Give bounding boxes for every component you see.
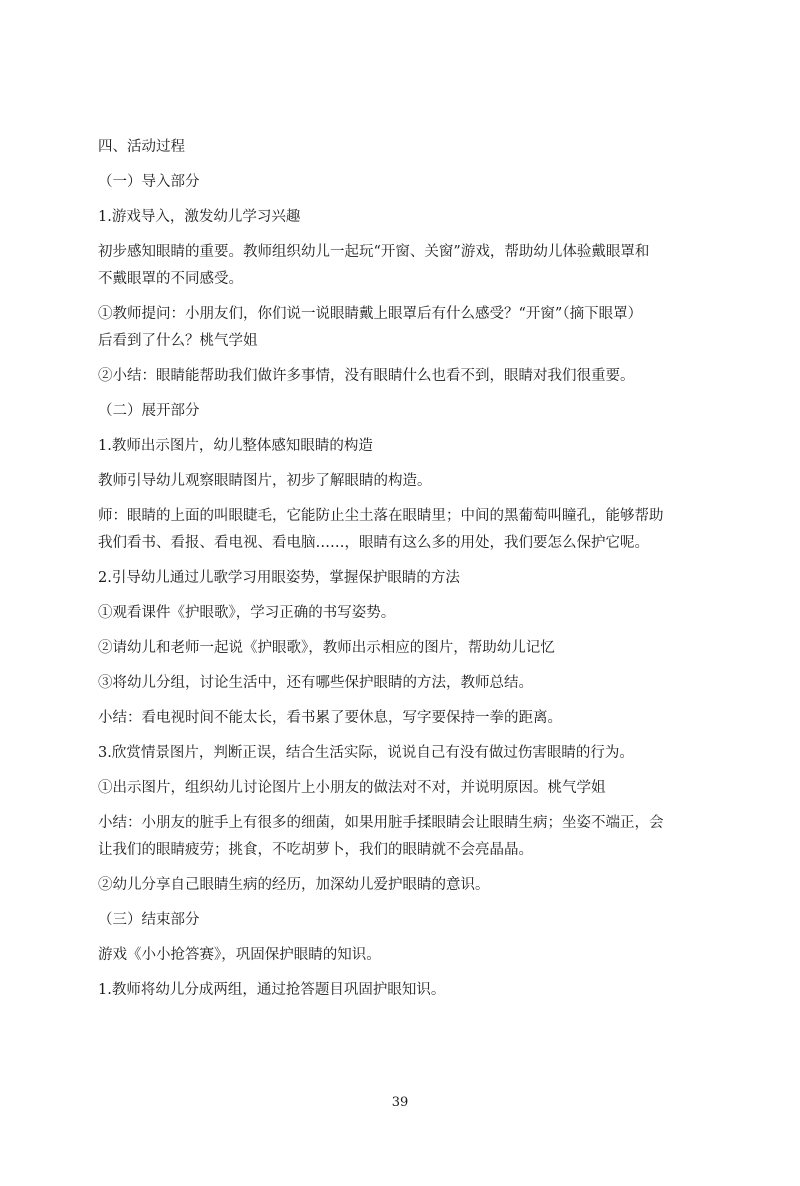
- paragraph-line: 小结：看电视时间不能太长，看书累了要休息，写字要保持一拳的距离。: [98, 710, 562, 726]
- paragraph-line: 小结：小朋友的脏手上有很多的细菌，如果用脏手揉眼睛会让眼睛生病；坐姿不端正，会: [98, 815, 664, 831]
- paragraph-line: 教师引导幼儿观察眼睛图片，初步了解眼睛的构造。: [98, 473, 432, 489]
- step-heading: 2.引导幼儿通过儿歌学习用眼姿势，掌握保护眼睛的方法: [98, 570, 460, 586]
- paragraph-line: ②请幼儿和老师一起说《护眼歌》，教师出示相应的图片，帮助幼儿记忆: [98, 640, 555, 656]
- paragraph-line: 我们看书、看报、看电视、看电脑……，眼睛有这么多的用处，我们要怎么保护它呢。: [98, 535, 649, 551]
- paragraph-line: 初步感知眼睛的重要。教师组织幼儿一起玩“开窗、关窗”游戏，帮助幼儿体验戴眼罩和: [98, 244, 650, 260]
- subsection-heading: （三）结束部分: [98, 912, 200, 928]
- paragraph-line: 不戴眼罩的不同感受。: [98, 271, 243, 287]
- paragraph-line: 让我们的眼睛疲劳；挑食，不吃胡萝卜，我们的眼睛就不会亮晶晶。: [98, 842, 533, 858]
- subsection-heading: （一）导入部分: [98, 174, 200, 190]
- subsection-heading: （二）展开部分: [98, 403, 200, 419]
- page-number: 39: [391, 1095, 409, 1110]
- document-body: [98, 137, 718, 1015]
- step-heading: 1.游戏导入，激发幼儿学习兴趣: [98, 209, 301, 225]
- section-heading: 四、活动过程: [98, 139, 185, 155]
- paragraph-line: ②幼儿分享自己眼睛生病的经历，加深幼儿爱护眼睛的意识。: [98, 877, 490, 893]
- paragraph-line: ①教师提问：小朋友们，你们说一说眼睛戴上眼罩后有什么感受？“开窗”（摘下眼罩）: [98, 306, 643, 322]
- paragraph-line: ①出示图片，组织幼儿讨论图片上小朋友的做法对不对，并说明原因。桃气学姐: [98, 780, 606, 796]
- paragraph-line: ③将幼儿分组，讨论生活中，还有哪些保护眼睛的方法，教师总结。: [98, 675, 533, 691]
- paragraph-line: ②小结：眼睛能帮助我们做许多事情，没有眼睛什么也看不到，眼睛对我们很重要。: [98, 368, 635, 384]
- step-heading: 1.教师出示图片，幼儿整体感知眼睛的构造: [98, 438, 373, 454]
- paragraph-line: 游戏《小小抢答赛》，巩固保护眼睛的知识。: [98, 947, 381, 963]
- paragraph-line: 师：眼睛的上面的叫眼睫毛，它能防止尘土落在眼睛里；中间的黑葡萄叫瞳孔，能够帮助: [98, 508, 664, 524]
- paragraph-line: 1.教师将幼儿分成两组，通过抢答题目巩固护眼知识。: [98, 982, 446, 998]
- paragraph-line: 后看到了什么？桃气学姐: [98, 333, 258, 349]
- paragraph-line: ①观看课件《护眼歌》，学习正确的书写姿势。: [98, 605, 396, 621]
- step-heading: 3.欣赏情景图片，判断正误，结合生活实际，说说自己有没有做过伤害眼睛的行为。: [98, 745, 634, 761]
